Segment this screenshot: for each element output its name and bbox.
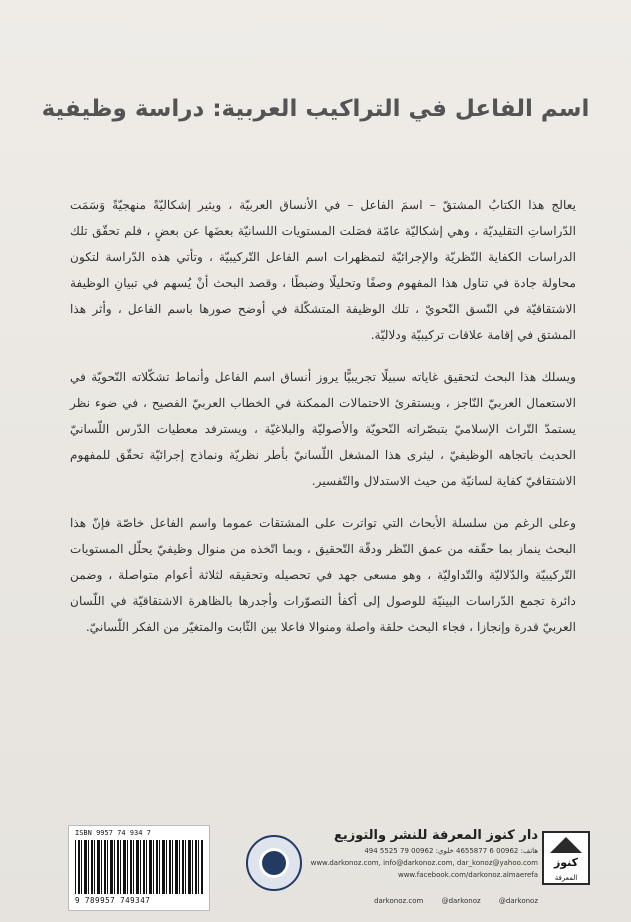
social-instagram: @darkonoz [498,897,538,905]
blurb-paragraph-1: يعالج هذا الكتابُ المشتقّ – اسمَ الفاعل – في الأنساق العربيّة ، ويثير إشكاليّةً منهجيّةً وَسَمَت الدّراساتِ التقليديّة ، وهي إشكاليّة عامّة فصَلت المستويات اللسانيّة بعضَها عن بعضٍ ، فلم تحقّق تلك الدراسات الكفاية النّظريّة والإجرائيّة لتمظهرات اسم الفاعل التّركيبيّة ، وتأتي هذه الدّراسة لتكون محاولة جادة في تناول هذا المفهوم وصفًا وتحليلًا وضبطًا ، وقصد البحث أنْ يُسهم في تبيانِ الوظيفة الاشتقاقيّة في النّسق النّحويّ ، تلك الوظيفة المتشكّلة في أوضح صورها باسم الفاعل ، وأثر هذا المشتق في إقامة علاقات تركيبيّة ودلاليّة. [70,198,576,342]
barcode [68,825,210,911]
social-links [358,897,538,905]
blurb-paragraph-3: وعلى الرغم من سلسلة الأبحاث التي تواترت على المشتقات عموما واسم الفاعل خاصّة فإنّ هذا البحث ينماز بما حقّقه من عمق النّظر ودقّة التّحقيق ، وبما اتّخذه من منوال وظيفيّ يحلّل المستويات التّركيبيّة والدّلاليّة والتّداوليّة ، وهو مسعى جهد في تحصيله وتحقيقه لثلاثة أعوام متواصلة ، وضمن دائرة تجمع الدّراسات البينيّة للوصول إلى أكفأ التصوّرات وأجدرها بالظاهرة الاشتقاقيّة في اللّسان العربيّ قدرة وإنجازا ، فجاء البحث حلقة واصلة ومنوالا فاعلا بين الثّابت والمتغيّر من الفكر اللّسانيّ. [70,516,576,634]
barcode-bars [75,840,203,894]
publisher-logo [542,831,590,885]
logo-subtext: المعرفة [554,874,578,882]
publisher-phones: هاتف: 00962 6 4655877 خلوي: 00962 79 5525 494 [364,847,538,855]
publisher-info [238,825,538,879]
social-twitter: @darkonoz [441,897,481,905]
logo-text: كنوز [553,856,579,869]
book-title: اسم الفاعل في التراكيب العربية: دراسة وظيفية [41,96,590,122]
isbn-label: ISBN 9957 74 934 7 [75,829,151,837]
publisher-facebook: www.facebook.com/darkonoz.almaerefa [397,871,538,879]
blurb-paragraph-2: ويسلك هذا البحث لتحقيق غاياته سبيلًا تجريبيًّا يروز أنساق اسم الفاعل وأنماط تشكّلاته النّحويّة في الاستعمال العربيّ النّاجز ، ويستقرئ الاحتمالات الممكنة في الخطاب العربيّ الفصيح ، في ضوء نظر يستمدّ التّراث الإسلاميّ بتبصّراته النّحويّة والأصوليّة والبلاغيّة ، ويسترفد معطيات الدّرس اللّسانيّ الحديث باتجاهه الوظيفيّ ، ليثرى هذا المشغل اللّسانيّ بأطر نظريّة ونماذج إجرائيّة تحقّق للمفهوم الاشتقاقيّ كفاية لسانيّة من حيث الاستدلال والتّفسير. [70,370,576,488]
publisher-web: www.darkonoz.com, info@darkonoz.com, dar_konoz@yahoo.com [310,859,538,867]
social-website: darkonoz.com [374,897,424,905]
publisher-name: دار كنوز المعرفة للنشر والتوزيع [333,828,538,843]
logo-mark-icon [550,837,582,853]
blurb-text [70,192,576,656]
cover-footer [68,825,590,917]
barcode-digits: 9 789957 749347 [75,896,151,905]
